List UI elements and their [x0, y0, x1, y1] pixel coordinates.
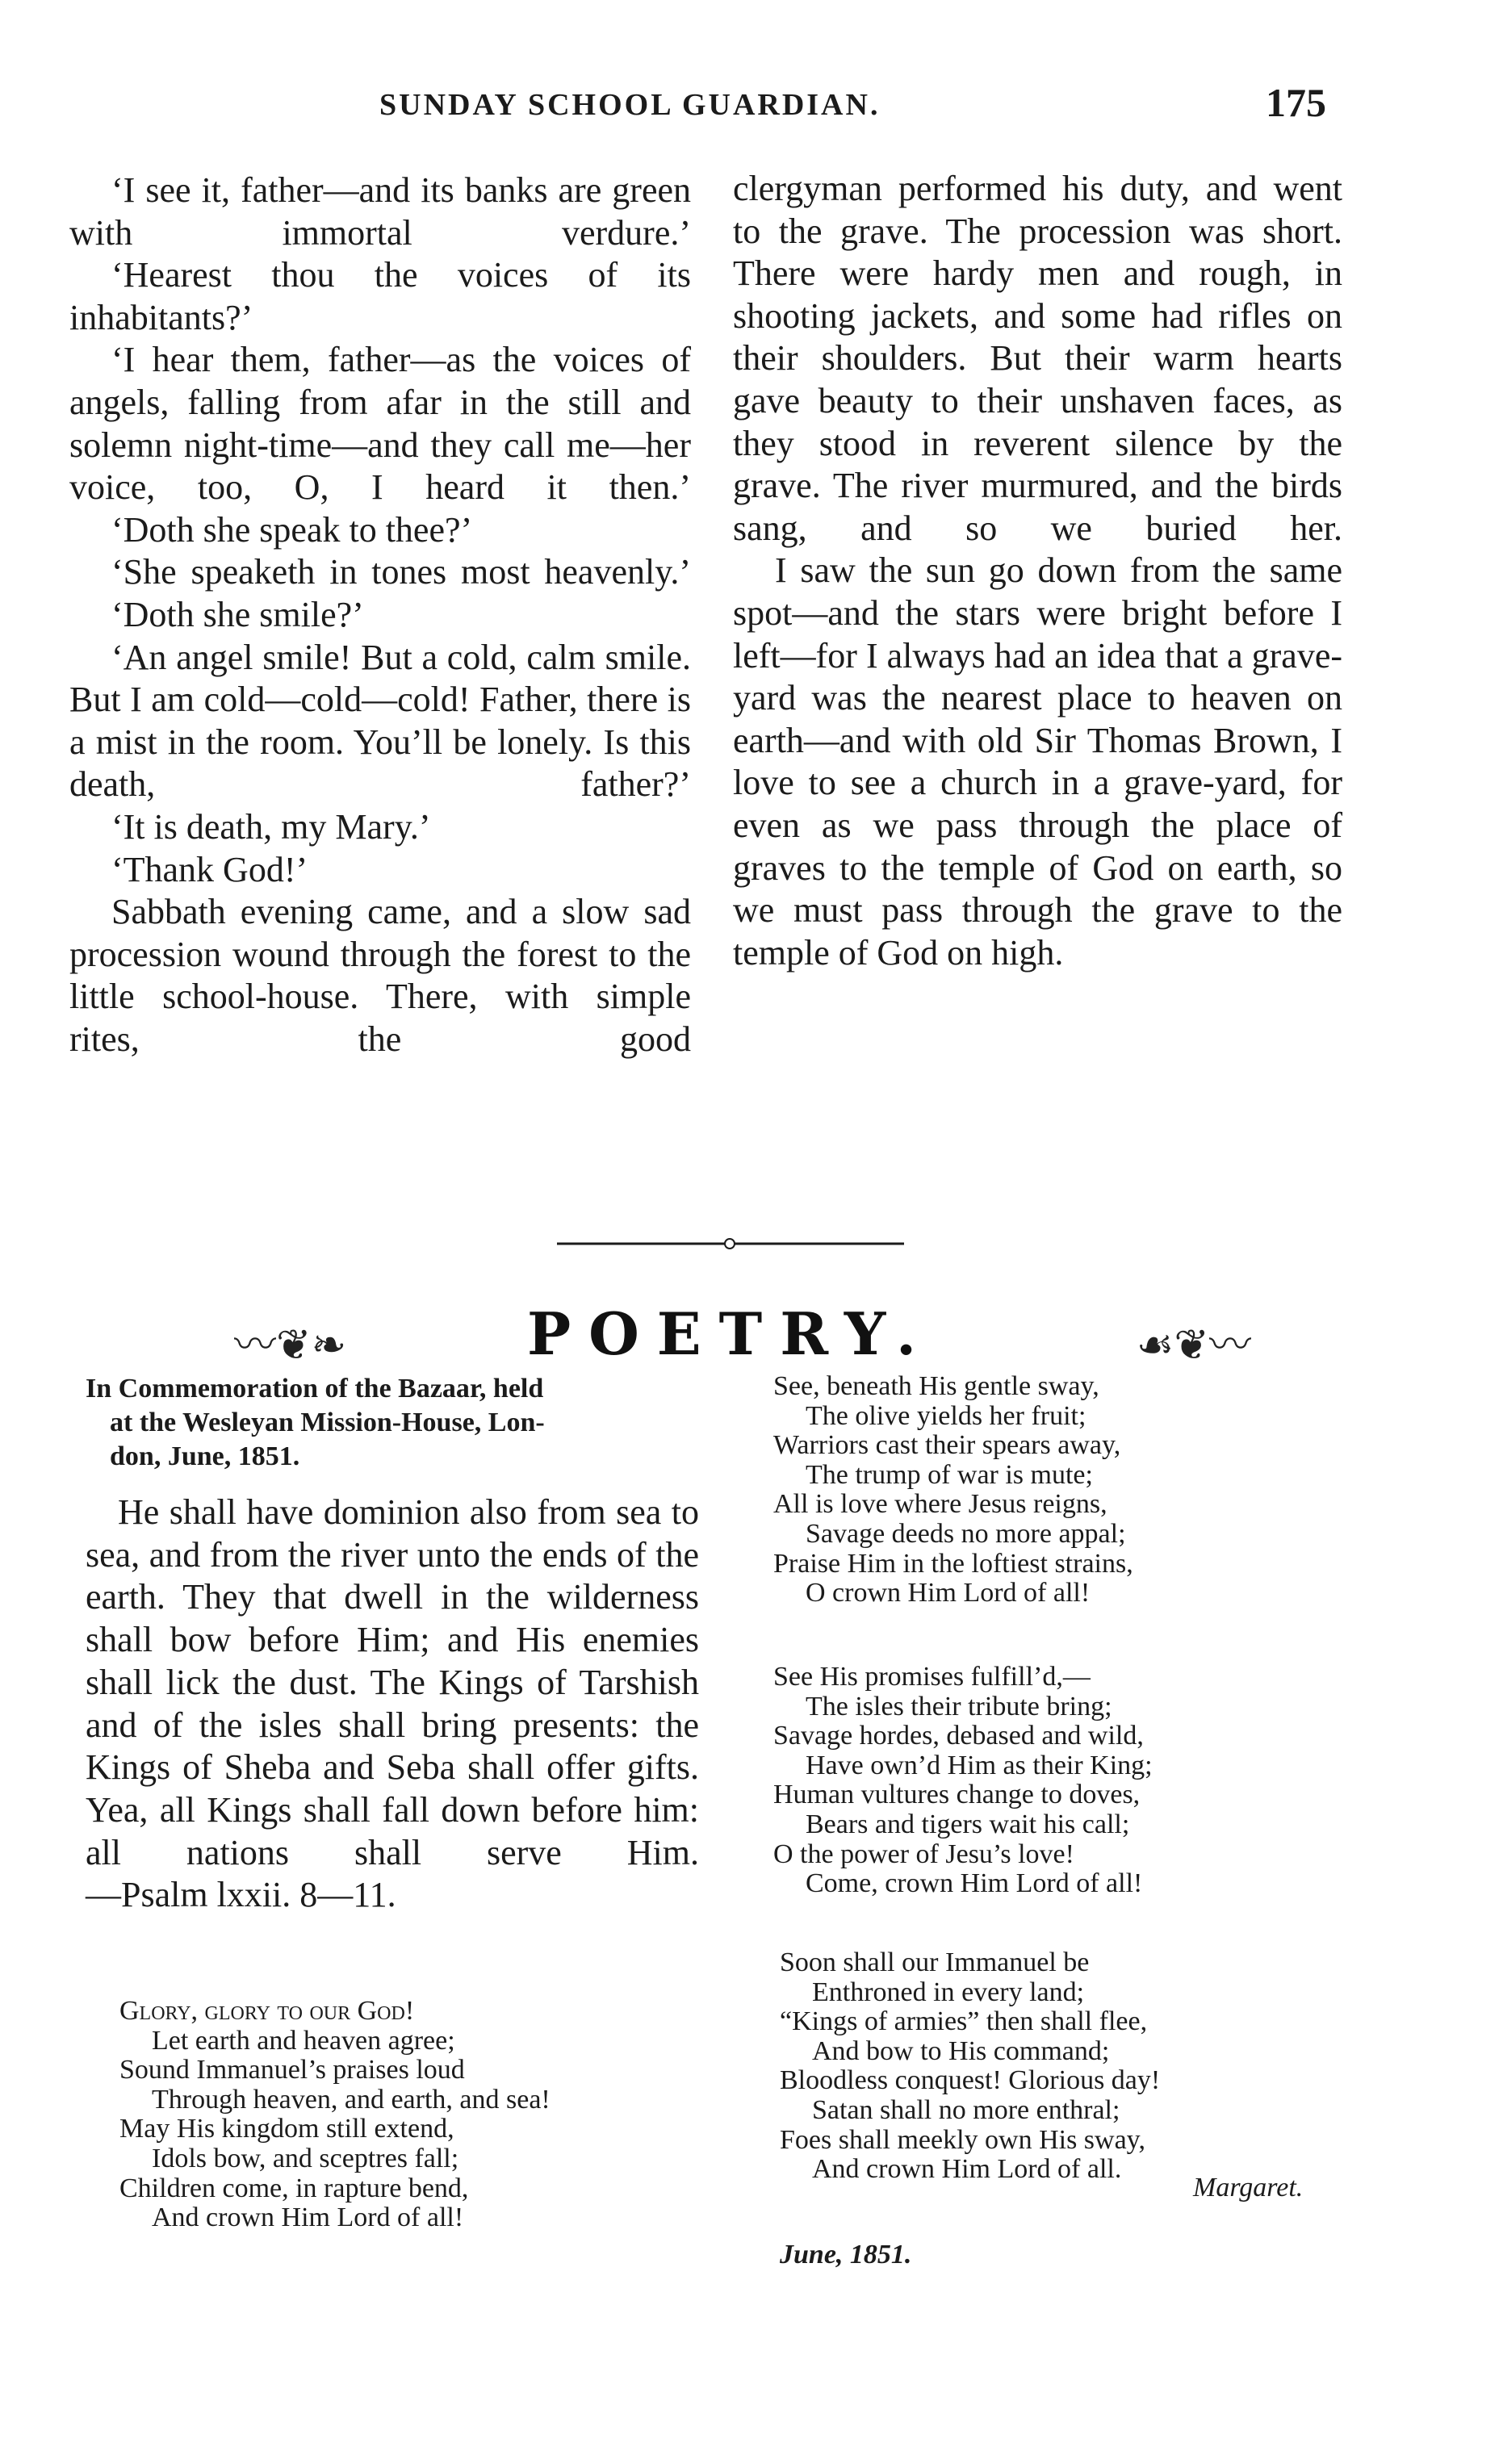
verse-line: May His kingdom still extend,	[119, 2114, 454, 2144]
verse-line: Come, crown Him Lord of all!	[806, 1868, 1143, 1899]
occasion-line: In Commemoration of the Bazaar, held	[86, 1374, 544, 1404]
left-flourish-icon: 〰❦❧	[234, 1323, 347, 1369]
verse-line: And bow to His command;	[812, 2035, 1110, 2066]
verse-line: Savage hordes, debased and wild,	[773, 1721, 1144, 1751]
paragraph: Sabbath evening came, and a slow sad procession wound through the forest to the little school-house. There, with simple rites, the good	[69, 892, 691, 1059]
verse-line: Enthroned in every land;	[812, 1977, 1085, 2007]
occasion-line: don, June, 1851.	[110, 1441, 300, 1471]
poem-date: June, 1851.	[780, 2240, 912, 2269]
epigraph-text: He shall have dominion also from sea to sea, and from the river unto the ends of the earth. They that dwell in the wilderness shall bow before Him; and His enemies shall lick the dust. The Kings of Tarshish and of the isles shall bring presents: the Kings of Sheba and Seba shall offer gifts. Yea, all Kings shall fall down before him: all nations shall serve Him.	[86, 1492, 699, 1872]
section-heading: POETRY.	[526, 1299, 935, 1368]
epigraph-reference: —Psalm lxxii. 8—11.	[86, 1875, 396, 1915]
verse-line: See, beneath His gentle sway,	[773, 1371, 1099, 1401]
poetry-heading	[234, 1299, 1251, 1372]
prose-column-left	[69, 169, 691, 1060]
verse-line: And crown Him Lord of all!	[152, 2203, 464, 2233]
paragraph: I saw the sun go down from the same spot—and the stars were bright before I left—for I always had an idea that a grave-yard was the nearest place to heaven on earth—and with old Sir Thomas Brown, I love to see a church in a grave-yard, for even as we pass through the place of graves to the temple of God on earth, so we must pass through the grave to the temple of God on high.	[733, 550, 1342, 973]
verse-line: The olive yields her fruit;	[806, 1400, 1086, 1431]
verse-line: O crown Him Lord of all!	[806, 1578, 1091, 1609]
verse-line: See His promises fulfill’d,—	[773, 1662, 1091, 1692]
scripture-epigraph	[86, 1491, 699, 1917]
paragraph: ‘She speaketh in tones most heavenly.’	[111, 552, 691, 592]
paragraph: ‘Hearest thou the voices of its inhabitants?’	[69, 255, 691, 337]
paragraph: ‘I hear them, father—as the voices of angels, falling from afar in the still and solemn night-time—and they call me—her voice, too, O, I heard it then.’	[69, 340, 691, 508]
verse-line: The isles their tribute bring;	[806, 1691, 1112, 1721]
verse-line: “Kings of armies” then shall flee,	[780, 2006, 1148, 2037]
verse-line: All is love where Jesus reigns,	[773, 1489, 1107, 1520]
prose-column-right	[733, 168, 1342, 974]
verse-line: Soon shall our Immanuel be	[780, 1947, 1090, 1977]
verse-line: Bloodless conquest! Glorious day!	[780, 2065, 1161, 2096]
paragraph: ‘An angel smile! But a cold, calm smile. But I am cold—cold—cold! Father, there is a mist in the room. You’ll be lonely. Is this death, father?’	[69, 637, 691, 805]
verse-line: Sound Immanuel’s praises loud	[119, 2055, 465, 2085]
paragraph: ‘Doth she smile?’	[111, 594, 364, 634]
stanza-3	[773, 1663, 1153, 1899]
poem-occasion	[86, 1372, 715, 1474]
verse-line: Foes shall meekly own His sway,	[780, 2124, 1145, 2155]
verse-line: O the power of Jesu’s love!	[773, 1839, 1074, 1869]
paragraph: ‘Doth she speak to thee?’	[111, 509, 473, 550]
paragraph: clergyman performed his duty, and went to the grave. The procession was short. There were hardy men and rough, in shooting jackets, and some had rifles on their shoulders. But their warm hearts gave beauty to their unshaven faces, as they stood in reverent silence by the grave. The river murmured, and the birds sang, and so we buried her.	[733, 169, 1342, 548]
verse-line: Idols bow, and sceptres fall;	[152, 2143, 459, 2173]
stanza-1	[119, 1997, 551, 2233]
running-title: SUNDAY SCHOOL GUARDIAN.	[379, 88, 881, 122]
paragraph: ‘It is death, my Mary.’	[111, 806, 431, 847]
verse-line: Glory, glory to our God!	[119, 1996, 415, 2026]
paragraph: ‘Thank God!’	[111, 849, 308, 889]
verse-line: Children come, in rapture bend,	[119, 2173, 469, 2203]
right-flourish-icon: ☙❦〰	[1136, 1323, 1251, 1369]
paragraph: ‘I see it, father—and its banks are green with immortal verdure.’	[69, 170, 691, 253]
verse-line: And crown Him Lord of all.	[812, 2154, 1122, 2185]
stanza-4	[780, 1948, 1160, 2185]
stanza-2	[773, 1372, 1133, 1609]
page-number: 175	[1266, 80, 1326, 125]
verse-line: Let earth and heaven agree;	[152, 2025, 455, 2056]
verse-line: Warriors cast their spears away,	[773, 1430, 1121, 1461]
verse-line: Praise Him in the loftiest strains,	[773, 1548, 1133, 1579]
verse-line: Satan shall no more enthral;	[812, 2094, 1120, 2125]
verse-line: Have own’d Him as their King;	[806, 1750, 1153, 1780]
verse-line: Human vultures change to doves,	[773, 1780, 1141, 1810]
occasion-line: at the Wesleyan Mission-House, Lon-	[110, 1408, 545, 1437]
poem-signature: Margaret.	[1193, 2173, 1304, 2203]
verse-line: Savage deeds no more appal;	[806, 1518, 1126, 1549]
verse-line: The trump of war is mute;	[806, 1459, 1093, 1490]
section-divider	[557, 1238, 904, 1249]
verse-line: Through heaven, and earth, and sea!	[152, 2084, 551, 2115]
verse-line: Bears and tigers wait his call;	[806, 1809, 1130, 1839]
